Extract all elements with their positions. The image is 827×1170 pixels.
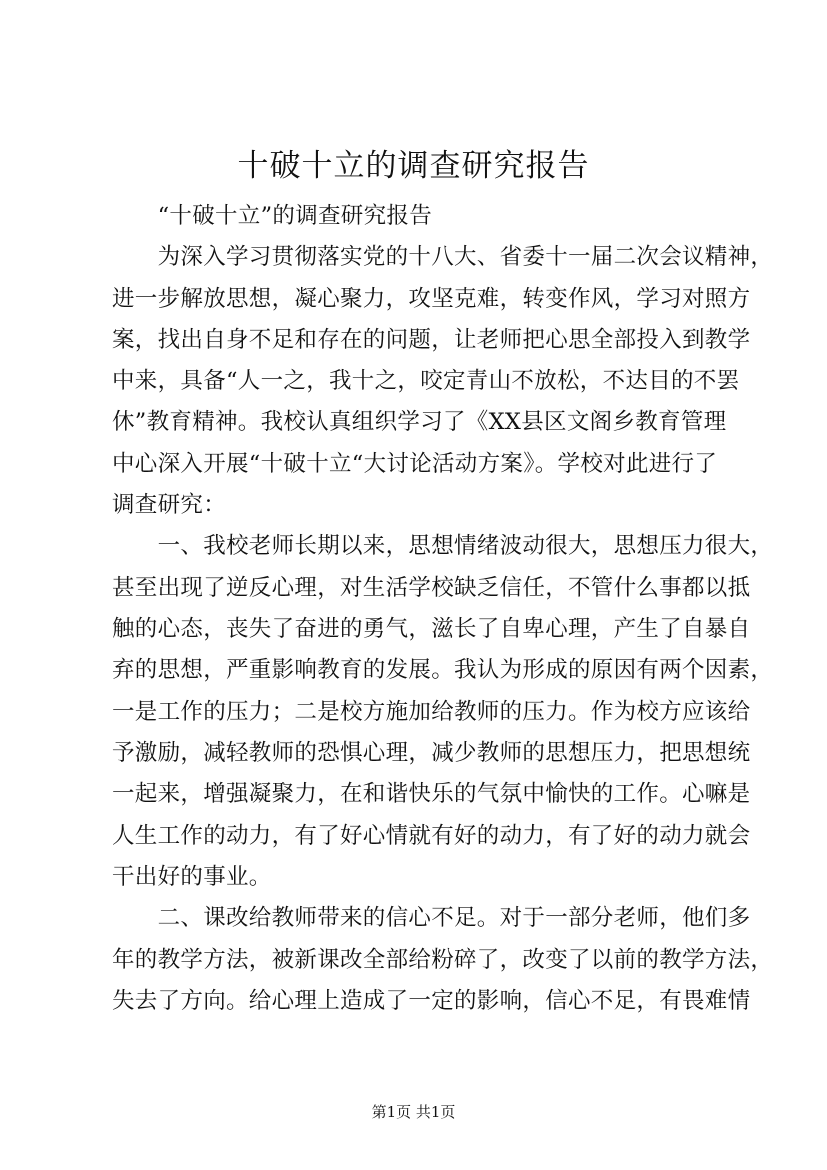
body-line: 中来，具备“人一之，我十之，咬定青山不放松，不达目的不罢: [112, 368, 740, 394]
body-line: 一起来，增强凝聚力，在和谐快乐的气氛中愉快的工作。心嘛是: [112, 781, 751, 807]
body-line: 甚至出现了逆反心理，对生活学校缺乏信任，不管什么事都以抵: [112, 575, 751, 601]
body-line: 中心深入开展“十破十立“大讨论活动方案》。学校对此进行了: [112, 451, 718, 477]
body-line: 一是工作的压力；二是校方施加给教师的压力。作为校方应该给: [112, 699, 751, 725]
body-line: 人生工作的动力，有了好心情就有好的动力，有了好的动力就会: [112, 823, 751, 849]
body-line: 弃的思想，严重影响教育的发展。我认为形成的原因有两个因素，: [112, 657, 774, 683]
body-line: 触的心态，丧失了奋进的勇气，滋长了自卑心理，产生了自暴自: [112, 616, 751, 642]
body-line: 休”教育精神。我校认真组织学习了《XX县区文阁乡教育管理: [112, 409, 727, 435]
body-line: 失去了方向。给心理上造成了一定的影响，信心不足，有畏难情: [112, 988, 751, 1014]
body-line: 年的教学方法，被新课改全部给粉碎了，改变了以前的教学方法，: [112, 947, 774, 973]
body-line: 调查研究：: [112, 492, 227, 518]
body-line: 为深入学习贯彻落实党的十八大、省委十一届二次会议精神，: [112, 244, 774, 270]
page-number: 第1页 共1页: [371, 1103, 456, 1121]
body-line: 案，找出自身不足和存在的问题，让老师把心思全部投入到教学: [112, 327, 751, 353]
body-line: 一、我校老师长期以来，思想情绪波动很大，思想压力很大，: [112, 533, 774, 559]
subtitle-line: “十破十立”的调查研究报告: [112, 203, 433, 229]
page-title: 十破十立的调查研究报告: [237, 148, 590, 184]
body-line: 二、课改给教师带来的信心不足。对于一部分老师，他们多: [112, 905, 751, 931]
body-line: 予激励，减轻教师的恐惧心理，减少教师的思想压力，把思想统: [112, 740, 751, 766]
body-line: 干出好的事业。: [112, 864, 272, 890]
body-line: 进一步解放思想，凝心聚力，攻坚克难，转变作风，学习对照方: [112, 286, 751, 312]
